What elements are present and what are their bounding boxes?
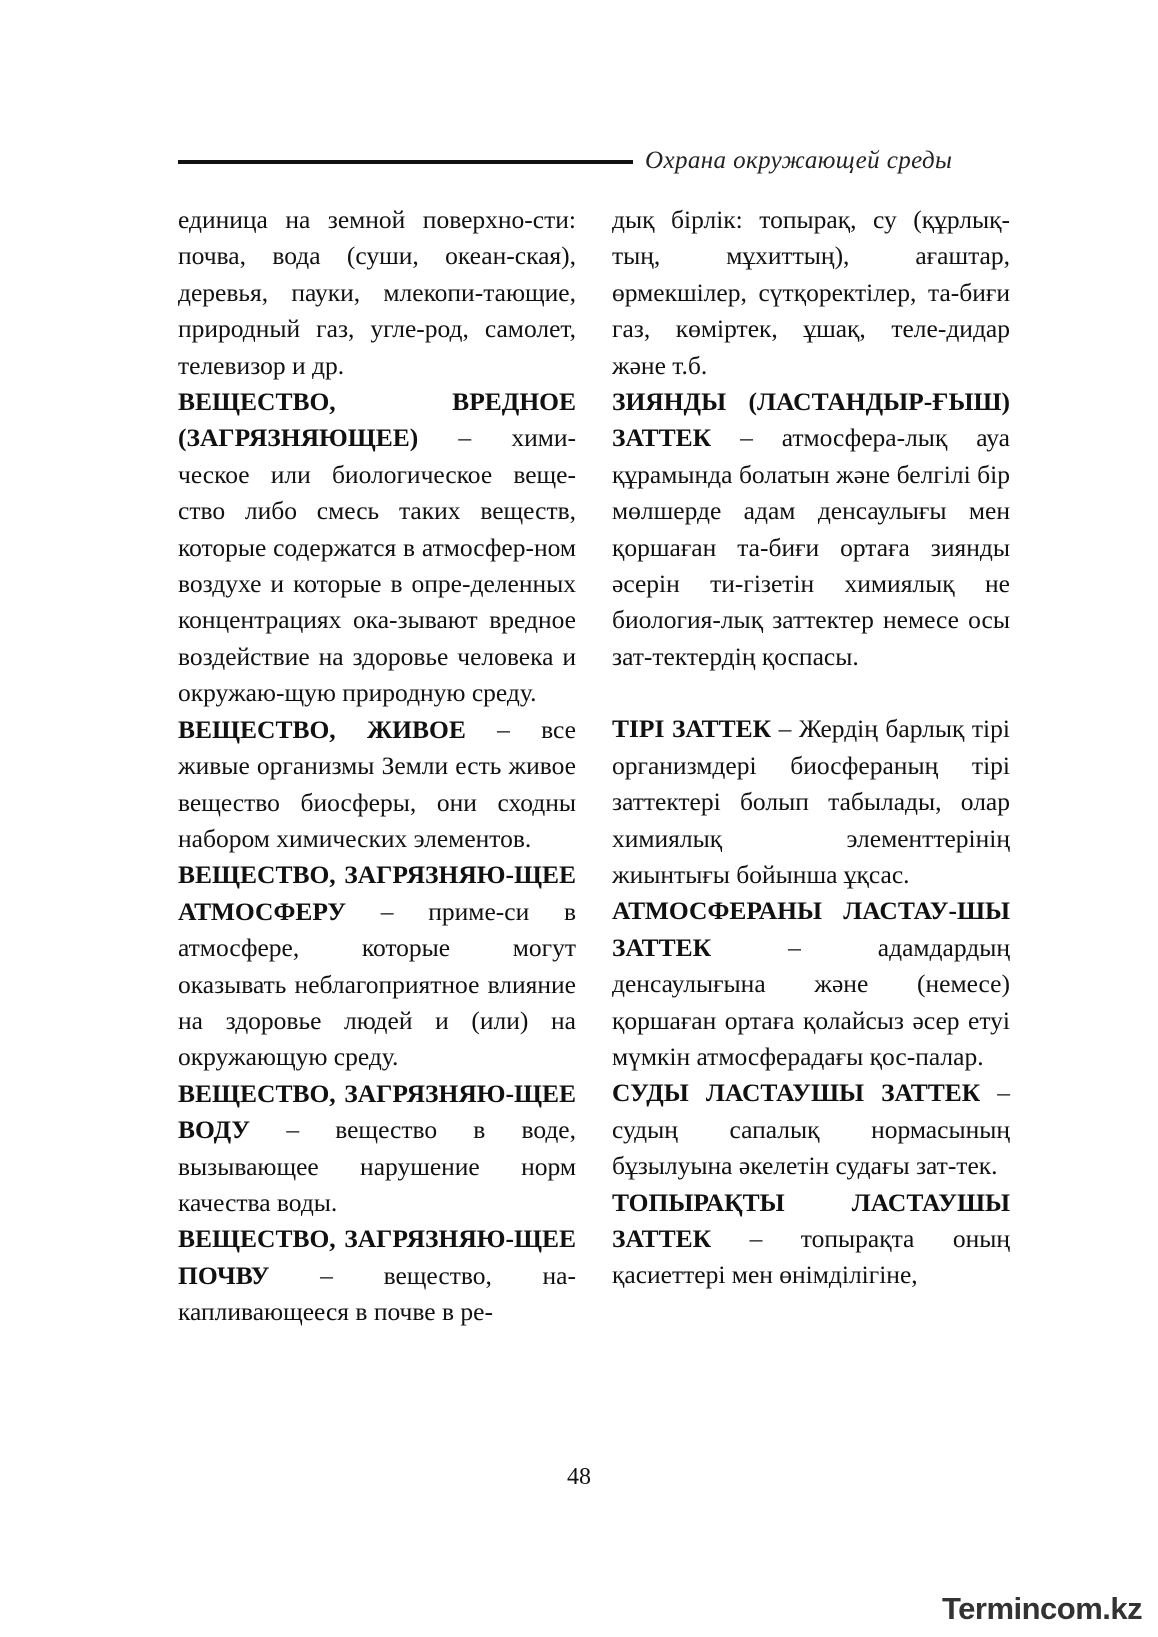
page-number: 48 xyxy=(567,1464,591,1490)
entry xyxy=(612,202,1010,384)
entry-text: – вещество, на-капливающееся в почве в ре- xyxy=(178,1260,576,1327)
entry xyxy=(612,1075,1010,1184)
header-rule xyxy=(178,160,633,164)
entry xyxy=(178,1221,576,1330)
entry-text: – топырақта оның қасиеттері мен өнімділігіне, xyxy=(612,1223,1010,1290)
running-title: Охрана окружающей среды xyxy=(645,147,953,174)
entry-term: ТІРІ ЗАТТЕК xyxy=(612,714,772,744)
entry-text: – хими-ческое или биологическое веще-ство либо смесь таких веществ, которые содержатся в атмосфер-ном воздухе и которые в опре-деленных концентрациях ока-зывают вредное воздействие на здоровье человека и окружаю-щую природную среду. xyxy=(178,423,576,708)
entry-text: единица на земной поверхно-сти: почва, вода (суши, океан-ская), деревья, пауки, млекопи-тающие, природный газ, угле-род, самолет, телевизор и др. xyxy=(178,205,576,380)
entry-text: – вещество в воде, вызывающее нарушение норм качества воды. xyxy=(178,1115,576,1217)
entry xyxy=(612,893,1010,1075)
entry-term: ЗИЯНДЫ (ЛАСТАНДЫР-ҒЫШ) ЗАТТЕК xyxy=(612,387,1010,453)
entry xyxy=(178,202,576,384)
entry-text: – все живые организмы Земли есть живое вещество биосферы, они сходны набором химических элементов. xyxy=(178,714,576,853)
spacer xyxy=(612,675,1010,711)
entry-term: ВЕЩЕСТВО, ЗАГРЯЗНЯЮ-ЩЕЕ ВОДУ xyxy=(178,1078,576,1145)
entry-term: ВЕЩЕСТВО, ЗАГРЯЗНЯЮ-ЩЕЕ ПОЧВУ xyxy=(178,1224,576,1290)
entry xyxy=(612,1185,1010,1294)
entry-text: – приме-си в атмосфере, которые могут оказывать неблагоприятное влияние на здоровье людей и (или) на окружающую среду. xyxy=(178,896,576,1072)
entry xyxy=(178,712,576,858)
entry-term: СУДЫ ЛАСТАУШЫ ЗАТТЕК xyxy=(612,1078,981,1108)
entry xyxy=(178,1076,576,1222)
entry-term: ВЕЩЕСТВО, ЗАГРЯЗНЯЮ-ЩЕЕ АТМОСФЕРУ xyxy=(178,860,576,926)
entry-text: дық бірлік: топырақ, су (құрлық-тың, мұхиттың), ағаштар, өрмекшілер, сүтқоректілер, та-биғи газ, көміртек, ұшақ, теле-дидар және т.б. xyxy=(612,205,1010,380)
entry-term: ТОПЫРАҚТЫ ЛАСТАУШЫ ЗАТТЕК xyxy=(612,1187,1010,1253)
entry-term: АТМОСФЕРАНЫ ЛАСТАУ-ШЫ ЗАТТЕК xyxy=(612,896,1010,962)
site-logo: Termincom.kz xyxy=(942,1591,1143,1626)
right-column xyxy=(612,202,1010,1294)
entry-text: – Жердің барлық тірі организмдері биосфераның тірі заттектері болып табылады, олар химиялық элементтерінің жиынтығы бойынша ұқсас. xyxy=(612,714,1010,889)
entry xyxy=(178,857,576,1075)
entry-term: ВЕЩЕСТВО, ЖИВОЕ xyxy=(178,714,466,744)
entry xyxy=(612,711,1010,893)
left-column xyxy=(178,202,576,1331)
entry xyxy=(178,384,576,712)
entry-text: – атмосфера-лық ауа құрамында болатын және белгілі бір мөлшерде адам денсаулығы мен қоршаған та-биғи ортаға зиянды әсерін ти-гізетін химиялық не биология-лық заттектер немесе осы зат-тектердің қоспасы. xyxy=(612,423,1010,671)
entry xyxy=(612,384,1010,675)
entry-text: – адамдардың денсаулығына және (немесе) қоршаған ортаға қолайсыз әсер етуі мүмкін атмосферадағы қос-палар. xyxy=(612,932,1010,1071)
entry-term: ВЕЩЕСТВО, ВРЕДНОЕ (ЗАГРЯЗНЯЮЩЕЕ) xyxy=(178,387,576,453)
entry-text: – судың сапалық нормасының бұзылуына әкелетін судағы зат-тек. xyxy=(612,1078,1010,1181)
